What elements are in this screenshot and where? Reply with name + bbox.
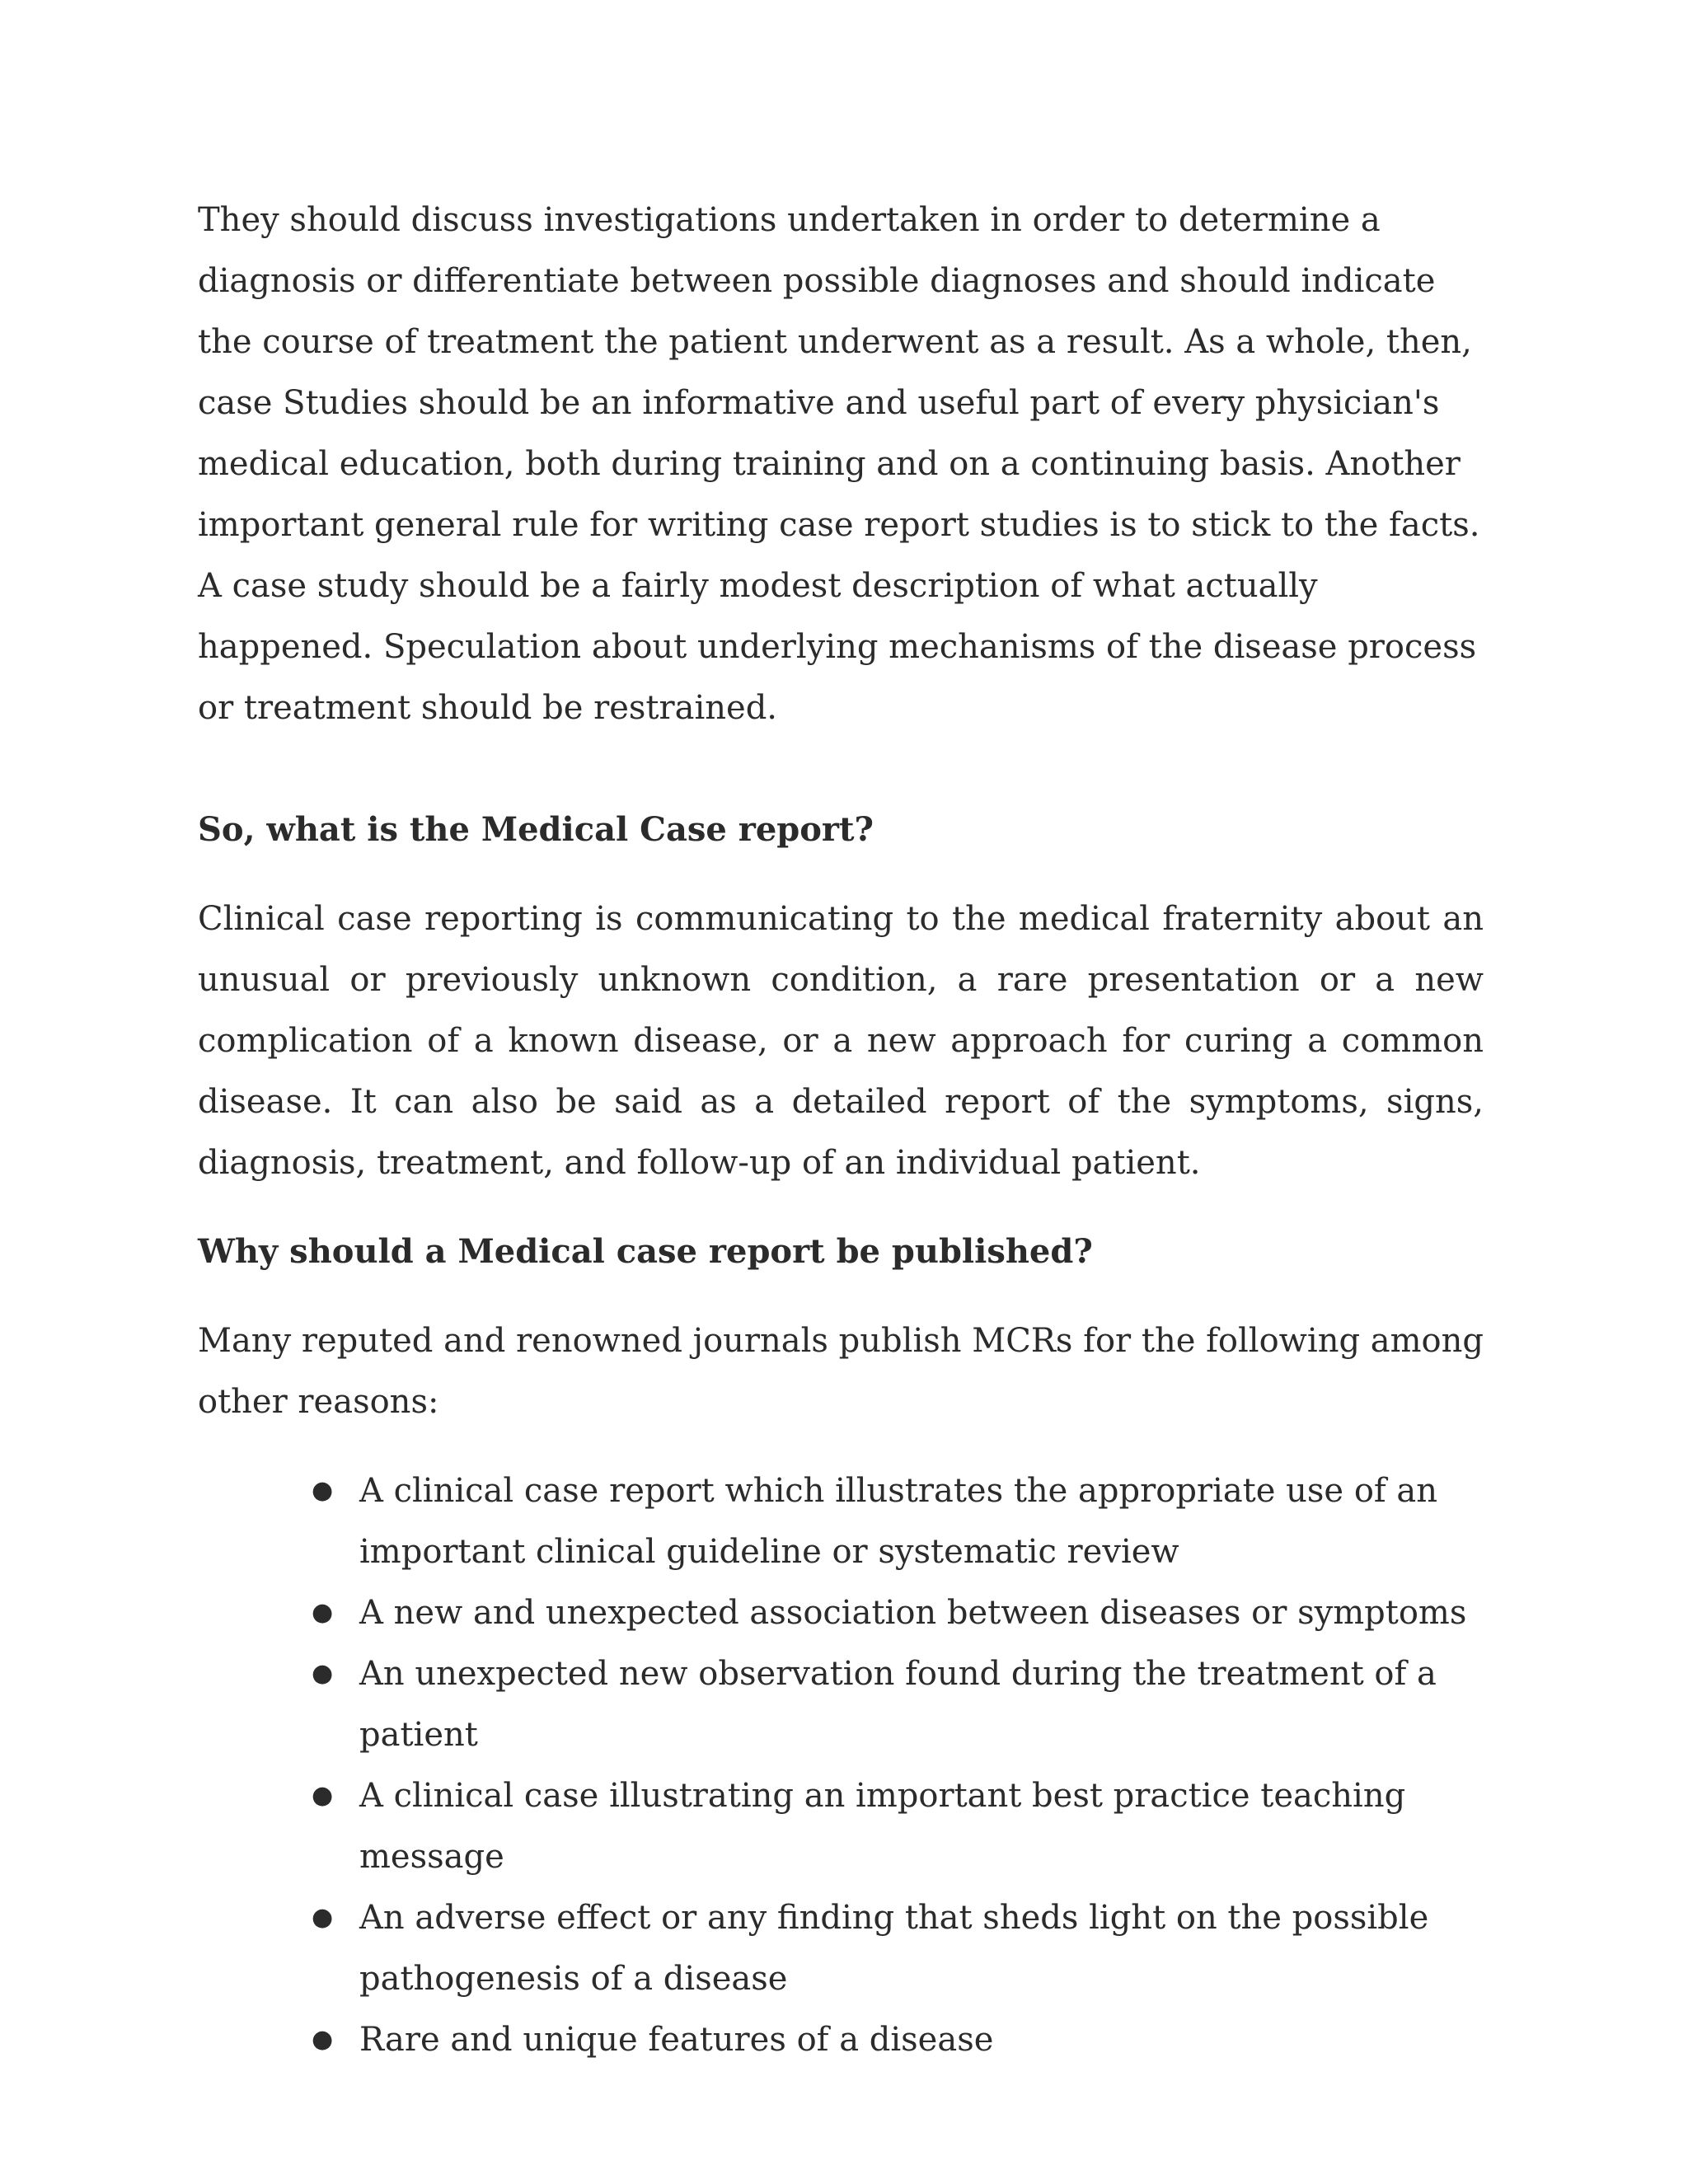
list-item <box>312 1887 1484 2009</box>
bullet-icon: ● <box>312 1903 334 1932</box>
bullet-icon: ● <box>312 2025 334 2054</box>
list-item-text: An adverse effect or any finding that sheds light on the possible pathogenesis of a disease <box>359 1899 1429 1998</box>
bullet-icon: ● <box>312 1781 334 1810</box>
list-item-text: A clinical case illustrating an important best practice teaching message <box>359 1777 1406 1876</box>
list-item-text: Rare and unique features of a disease <box>359 2021 994 2059</box>
list-item <box>312 1582 1484 1643</box>
list-item <box>312 2009 1484 2070</box>
list-item <box>312 1643 1484 1765</box>
intro-paragraph: They should discuss investigations undertaken in order to determine a diagnosis or differentiate between possible diagnoses and should indicate the course of treatment the patient underwent as a result. As a whole, then, case Studies should be an informative and useful part of every physician's medical education, both during training and on a continuing basis. Another important general rule for writing case report studies is to stick to the facts. A case study should be a fairly modest description of what actually happened. Speculation about underlying mechanisms of the disease process or treatment should be restrained. <box>198 201 1480 727</box>
reasons-list <box>198 1460 1484 2070</box>
list-item <box>312 1460 1484 1582</box>
bullet-icon: ● <box>312 1598 334 1627</box>
list-item <box>312 1765 1484 1887</box>
document-page <box>198 190 1484 2070</box>
list-item-text: An unexpected new observation found during the treatment of a patient <box>359 1655 1437 1754</box>
section-heading-what: So, what is the Medical Case report? <box>198 810 874 849</box>
section-heading-why: Why should a Medical case report be published? <box>198 1232 1093 1271</box>
list-item-text: A new and unexpected association between diseases or symptoms <box>359 1594 1467 1632</box>
definition-paragraph: Clinical case reporting is communicating to the medical fraternity about an unusual or previously unknown condition, a rare presentation or a new complication of a known disease, or a new approach for curing a common disease. It can also be said as a detailed report of the symptoms, signs, diagnosis, treatment, and follow-up of an individual patient. <box>198 900 1484 1182</box>
bullet-icon: ● <box>312 1476 334 1505</box>
list-item-text: A clinical case report which illustrates the appropriate use of an important clinical guideline or systematic review <box>359 1472 1438 1571</box>
bullet-icon: ● <box>312 1659 334 1688</box>
reasons-intro-paragraph: Many reputed and renowned journals publish MCRs for the following among other reasons: <box>198 1322 1484 1421</box>
